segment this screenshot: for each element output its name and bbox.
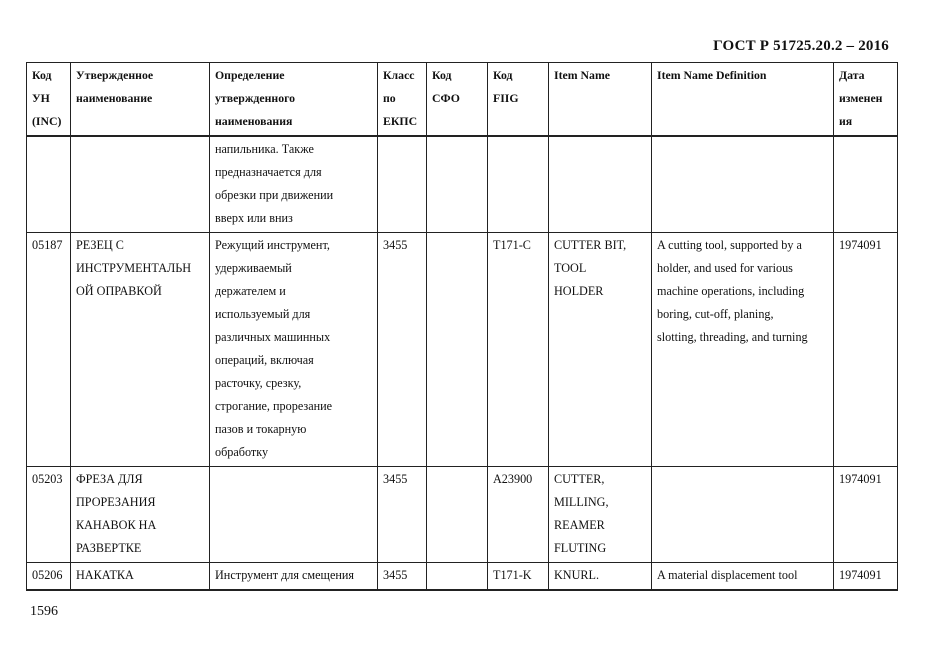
cell-line: Инструмент для смещения — [215, 568, 355, 582]
cell-line: изменен — [839, 91, 883, 105]
cell-line: boring, cut-off, planing, — [657, 307, 774, 321]
header-sfo-code — [427, 63, 488, 137]
cell-line: СФО — [432, 91, 460, 105]
cell-line: T171-C — [493, 238, 531, 252]
ekps-cell — [378, 563, 427, 591]
cell-line: Код — [493, 68, 513, 82]
cell-line: ИНСТРУМЕНТАЛЬН — [76, 261, 192, 275]
cell-line: УН — [32, 91, 50, 105]
cell-line: пазов и токарную — [215, 422, 307, 436]
cell-line: A23900 — [493, 472, 533, 486]
fiig-cell — [488, 563, 549, 591]
cell-line: Класс — [383, 68, 415, 82]
cell-line: 1974091 — [839, 238, 882, 252]
cell-line: Дата — [839, 68, 865, 82]
table-row — [27, 136, 898, 233]
fiig-cell — [488, 233, 549, 467]
cell-line: обрезки при движении — [215, 188, 334, 202]
table-header-row — [27, 63, 898, 137]
header-change-date — [834, 63, 898, 137]
cell-line: Item Name Definition — [657, 68, 767, 82]
cell-line: CUTTER, — [554, 472, 605, 486]
approved-name-cell — [71, 233, 210, 467]
item-name-cell — [549, 467, 652, 563]
inc-cell — [27, 233, 71, 467]
item-name-cell — [549, 136, 652, 233]
cell-line: ия — [839, 114, 853, 128]
cell-line: Item Name — [554, 68, 611, 82]
sfo-cell — [427, 467, 488, 563]
header-name-definition — [210, 63, 378, 137]
sfo-cell — [427, 233, 488, 467]
cell-line: предназначается для — [215, 165, 322, 179]
cell-line: Утвержденное — [76, 68, 154, 82]
cell-line: наименование — [76, 91, 153, 105]
cell-line: ФРЕЗА ДЛЯ — [76, 472, 143, 486]
cell-line: MILLING, — [554, 495, 609, 509]
cell-line: наименования — [215, 114, 293, 128]
header-fiig-code — [488, 63, 549, 137]
page-number: 1596 — [30, 604, 58, 619]
cell-line: T171-K — [493, 568, 532, 582]
cell-line: утвержденного — [215, 91, 296, 105]
cell-line: Определение — [215, 68, 285, 82]
definition-cell — [210, 233, 378, 467]
cell-line: A cutting tool, supported by a — [657, 238, 802, 252]
ekps-cell — [378, 233, 427, 467]
cell-line: КАНАВОК НА — [76, 518, 157, 532]
ekps-cell — [378, 136, 427, 233]
cell-line: Режущий инструмент, — [215, 238, 330, 252]
cell-line: различных машинных — [215, 330, 331, 344]
cell-line: TOOL — [554, 261, 587, 275]
item-definition-cell — [652, 233, 834, 467]
cell-line: РЕЗЕЦ С — [76, 238, 124, 252]
cell-line: holder, and used for various — [657, 261, 793, 275]
date-cell — [834, 136, 898, 233]
table-row — [27, 467, 898, 563]
cell-line: НАКАТКА — [76, 568, 134, 582]
cell-line: (INC) — [32, 114, 62, 128]
cell-line: 05187 — [32, 238, 63, 252]
cell-line: напильника. Также — [215, 142, 314, 156]
inc-cell — [27, 563, 71, 591]
inc-cell — [27, 467, 71, 563]
table-body — [27, 136, 898, 590]
cell-line: 3455 — [383, 568, 408, 582]
cell-line: ПРОРЕЗАНИЯ — [76, 495, 156, 509]
cell-line: 3455 — [383, 238, 408, 252]
item-name-cell — [549, 233, 652, 467]
cell-line: 3455 — [383, 472, 408, 486]
cell-line: расточку, срезку, — [215, 376, 302, 390]
header-approved-name — [71, 63, 210, 137]
fiig-cell — [488, 136, 549, 233]
cell-line: операций, включая — [215, 353, 314, 367]
cell-line: держателем и — [215, 284, 286, 298]
header-item-name-definition — [652, 63, 834, 137]
catalog-table — [26, 62, 898, 591]
item-definition-cell — [652, 563, 834, 591]
cell-line: ЕКПС — [383, 114, 418, 128]
cell-line: 1974091 — [839, 472, 882, 486]
cell-line: строгание, прорезание — [215, 399, 333, 413]
header-inc — [27, 63, 71, 137]
cell-line: 05203 — [32, 472, 63, 486]
cell-line: 05206 — [32, 568, 63, 582]
table-row — [27, 233, 898, 467]
cell-line: FLUTING — [554, 541, 607, 555]
cell-line: используемый для — [215, 307, 311, 321]
cell-line: РАЗВЕРТКЕ — [76, 541, 142, 555]
item-definition-cell — [652, 136, 834, 233]
approved-name-cell — [71, 467, 210, 563]
cell-line: REAMER — [554, 518, 605, 532]
approved-name-cell — [71, 563, 210, 591]
definition-cell — [210, 467, 378, 563]
cell-line: HOLDER — [554, 284, 604, 298]
approved-name-cell — [71, 136, 210, 233]
cell-line: ОЙ ОПРАВКОЙ — [76, 284, 162, 298]
cell-line: machine operations, including — [657, 284, 805, 298]
inc-cell — [27, 136, 71, 233]
cell-line: 1974091 — [839, 568, 882, 582]
definition-cell — [210, 136, 378, 233]
fiig-cell — [488, 467, 549, 563]
document-code: ГОСТ Р 51725.20.2 – 2016 — [713, 38, 889, 54]
cell-line: KNURL. — [554, 568, 600, 582]
cell-line: вверх или вниз — [215, 211, 293, 225]
cell-line: удерживаемый — [215, 261, 292, 275]
date-cell — [834, 467, 898, 563]
date-cell — [834, 563, 898, 591]
ekps-cell — [378, 467, 427, 563]
cell-line: обработку — [215, 445, 269, 459]
cell-line: Код — [432, 68, 452, 82]
cell-line: A material displacement tool — [657, 568, 798, 582]
cell-line: FIIG — [493, 91, 519, 105]
header-ekps-class — [378, 63, 427, 137]
item-definition-cell — [652, 467, 834, 563]
header-item-name — [549, 63, 652, 137]
table-row — [27, 563, 898, 591]
cell-line: slotting, threading, and turning — [657, 330, 808, 344]
definition-cell — [210, 563, 378, 591]
date-cell — [834, 233, 898, 467]
sfo-cell — [427, 136, 488, 233]
cell-line: CUTTER BIT, — [554, 238, 627, 252]
cell-line: Код — [32, 68, 52, 82]
sfo-cell — [427, 563, 488, 591]
cell-line: по — [383, 91, 396, 105]
item-name-cell — [549, 563, 652, 591]
